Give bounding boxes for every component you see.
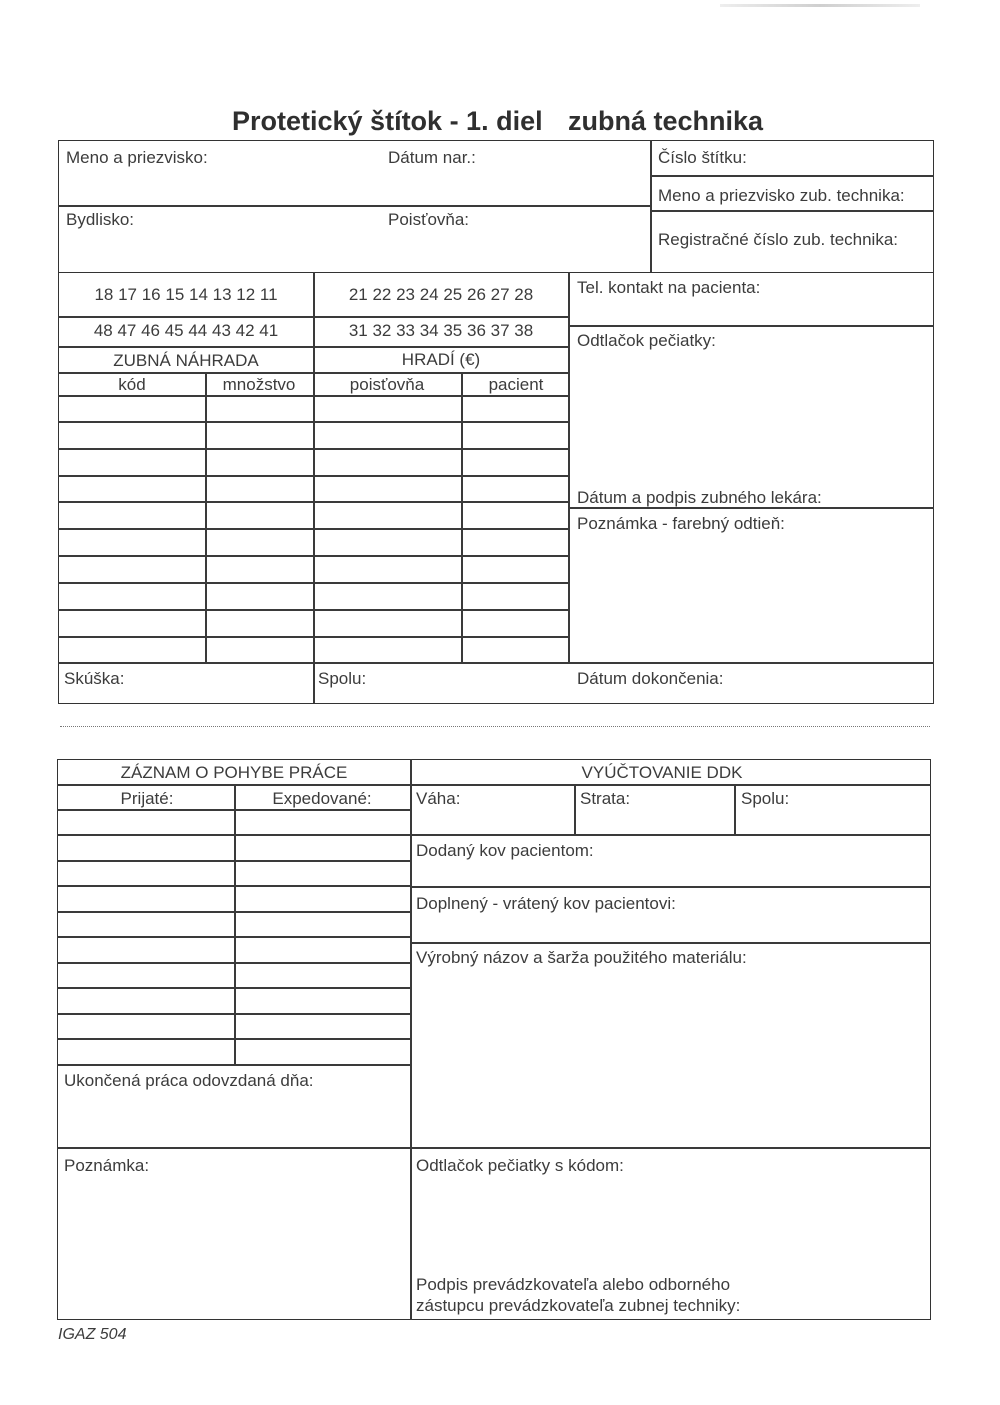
label-odtlacok-peciatky: Odtlačok pečiatky:: [577, 331, 716, 350]
label-datum-dokoncenia: Dátum dokončenia:: [577, 669, 724, 688]
label-datum-nar: Dátum nar.:: [388, 148, 476, 167]
label-meno-priezvisko: Meno a priezvisko:: [66, 148, 208, 167]
header-mnozstvo: množstvo: [222, 375, 296, 394]
header-zubna-nahrada: ZUBNÁ NÁHRADA: [113, 351, 259, 370]
cut-line: [60, 726, 930, 727]
label-tel-kontakt: Tel. kontakt na pacienta:: [577, 278, 761, 297]
form-title: Protetický štítok - 1. diel: [232, 106, 543, 136]
label-podpis-line1: Podpis prevádzkovateľa alebo odborného: [416, 1275, 731, 1294]
label-ukoncena-praca: Ukončená práca odovzdaná dňa:: [64, 1071, 314, 1090]
teeth-lower-left: 31 32 33 34 35 36 37 38: [348, 321, 534, 340]
label-datum-podpis: Dátum a podpis zubného lekára:: [577, 488, 822, 507]
label-skuska: Skúška:: [64, 669, 125, 688]
form-code: IGAZ 504: [58, 1326, 127, 1343]
label-cislo-stitku: Číslo štítku:: [658, 148, 747, 167]
header-pacient: pacient: [488, 375, 544, 394]
label-registracne-cislo: Registračné číslo zub. technika:: [658, 230, 899, 249]
label-strata: Strata:: [580, 789, 631, 808]
teeth-upper-right: 18 17 16 15 14 13 12 11: [94, 285, 278, 304]
label-poznamka-odtien: Poznámka - farebný odtieň:: [577, 514, 785, 533]
label-poznamka: Poznámka:: [64, 1156, 150, 1175]
header-kod: kód: [118, 375, 146, 394]
header-prijate: Prijaté:: [120, 789, 174, 808]
header-expedovane: Expedované:: [272, 789, 372, 808]
form-subtitle: zubná technika: [568, 106, 764, 136]
label-spolu-ddk: Spolu:: [741, 789, 790, 808]
label-spolu: Spolu:: [318, 669, 367, 688]
label-doplneny-kov: Doplnený - vrátený kov pacientovi:: [416, 894, 676, 913]
scan-streak: [720, 4, 920, 7]
label-vyrobny-nazov: Výrobný názov a šarža použitého materiálu:: [416, 948, 747, 967]
header-zaznam: ZÁZNAM O POHYBE PRÁCE: [120, 763, 348, 782]
label-vaha: Váha:: [416, 789, 461, 808]
label-poistovna: Poisťovňa:: [388, 210, 470, 229]
teeth-lower-right: 48 47 46 45 44 43 42 41: [93, 321, 279, 340]
header-hradi: HRADÍ (€): [401, 350, 481, 369]
label-meno-technika: Meno a priezvisko zub. technika:: [658, 186, 905, 205]
label-dodany-kov: Dodaný kov pacientom:: [416, 841, 594, 860]
header-poistovna: poisťovňa: [349, 375, 425, 394]
label-podpis-line2: zástupcu prevádzkovateľa zubnej techniky:: [416, 1296, 741, 1315]
label-odtlacok-kod: Odtlačok pečiatky s kódom:: [416, 1156, 624, 1175]
teeth-upper-left: 21 22 23 24 25 26 27 28: [348, 285, 534, 304]
label-bydlisko: Bydlisko:: [66, 210, 135, 229]
header-vyuctovanie: VYÚČTOVANIE DDK: [581, 763, 743, 782]
